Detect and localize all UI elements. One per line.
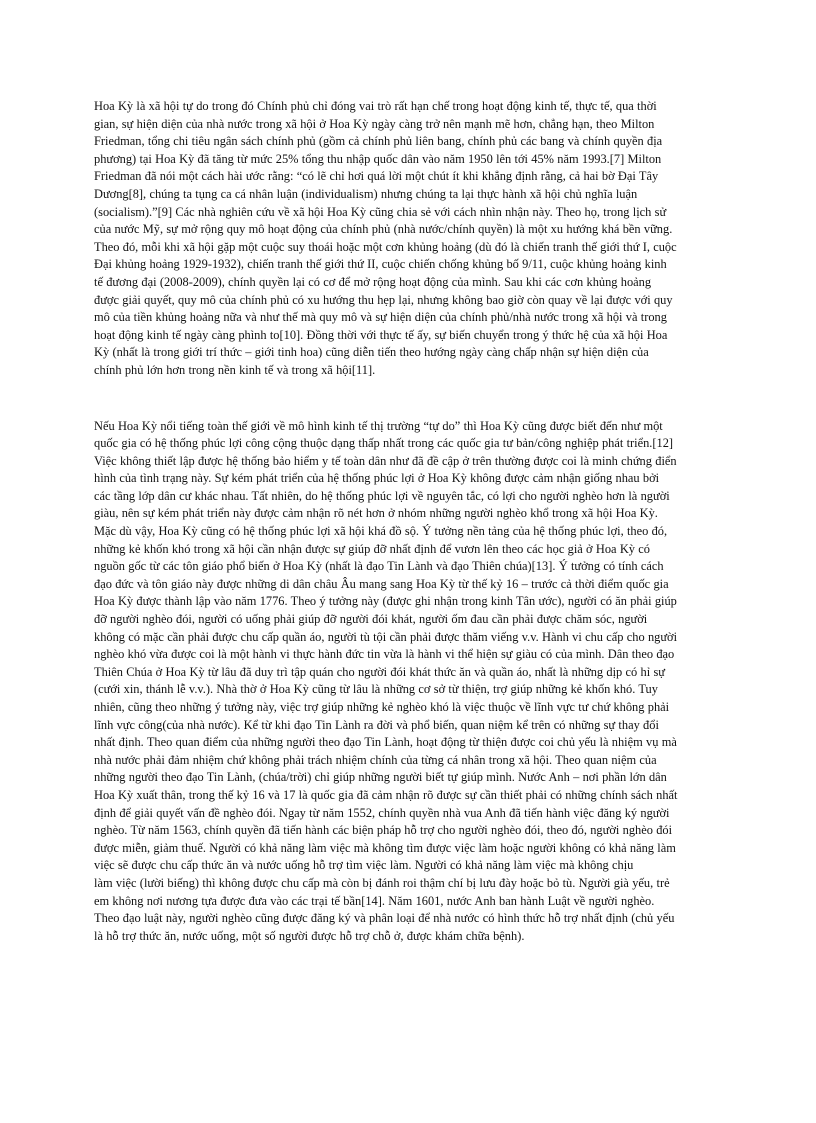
paragraph-government-role: Hoa Kỳ là xã hội tự do trong đó Chính phủ chỉ đóng vai trò rất hạn chế trong hoạt động kinh tế, thực tế, qua thời gian, sự hiện diện của nhà nước trong xã hội ở Hoa Kỳ ngày càng trở nên mạnh mẽ hơn, chẳng hạn, theo Milton Friedman, tổng chi tiêu ngân sách chính phủ (gồm cả chính phủ liên bang, chính phủ các bang và chính quyền địa phương) tại Hoa Kỳ đã tăng từ mức 25% tổng thu nhập quốc dân vào năm 1950 lên tới 45% năm 1993.[7] Milton Friedman đã nói một cách hài ước rằng: “có lẽ chỉ hơi quá lời một chút ít khi khẳng định rằng, cả hai bờ Đại Tây Dương[8], chúng ta tụng ca cá nhân luận (individualism) nhưng chúng ta lại thực hành xã hội chủ nghĩa luận (socialism).”[9] Các nhà nghiên cứu về xã hội Hoa Kỳ cũng chia sẻ với cách nhìn nhận này. Theo họ, trong lịch sử của nước Mỹ, sự mở rộng quy mô hoạt động của chính phủ (nhà nước/chính quyền) là một xu hướng khá bền vững. Theo đó, mỗi khi xã hội gặp một cuộc suy thoái hoặc một cơn khủng hoảng (dù đó là chiến tranh thế giới thứ I, cuộc Đại khủng hoảng 1929-1932), chiến tranh thế giới thứ II, cuộc chiến chống khủng bố 9/11, cuộc khủng hoảng kinh tế đương đại (2008-2009), chính quyền lại có cơ để mở rộng hoạt động của mình. Sau khi các cơn khủng hoảng được giải quyết, quy mô của chính phủ có xu hướng thu hẹp lại, nhưng không bao giờ còn quay về lại được với quy mô của tiền khủng hoảng nữa và như thế mà quy mô và sự hiện diện của chính phủ/nhà nước trong xã hội và trong hoạt động kinh tế ngày càng phình to[10]. Đồng thời với thực tế ấy, sự biến chuyển trong ý thức hệ của xã hội Hoa Kỳ (nhất là trong giới trí thức – giới tinh hoa) cũng diễn tiến theo hướng ngày càng chấp nhận sự hiện diện của chính phủ lớn hơn trong nền kinh tế và trong xã hội[11]. [94, 99, 677, 377]
document-page [94, 98, 724, 945]
paragraph-welfare-system: Nếu Hoa Kỳ nổi tiếng toàn thế giới về mô hình kinh tế thị trường “tự do” thì Hoa Kỳ cũng được biết đến như một quốc gia có hệ thống phúc lợi công cộng thuộc dạng thấp nhất trong các quốc gia tư bản/công nghiệp phát triển.[12] Việc không thiết lập được hệ thống bảo hiểm y tế toàn dân như đã đề cập ở trên thường được coi là minh chứng điển hình của tình trạng này. Sự kém phát triển của hệ thống phúc lợi ở Hoa Kỳ không được cảm nhận giống nhau bởi các tầng lớp dân cư khác nhau. Tất nhiên, do hệ thống phúc lợi về nguyên tắc, có lợi cho người nghèo hơn là người giàu, nên sự kém phát triển này được cảm nhận rõ nét hơn ở nhóm những người nghèo khổ trong xã hội Hoa Kỳ. Mặc dù vậy, Hoa Kỳ cũng có hệ thống phúc lợi xã hội khá đồ sộ. Ý tưởng nền tảng của hệ thống phúc lợi, theo đó, những kẻ khốn khó trong xã hội cần nhận được sự giúp đỡ nhất định để vươn lên theo các học giả ở Hoa Kỳ có nguồn gốc từ các tôn giáo phổ biến ở Hoa Kỳ (nhất là đạo Tin Lành và đạo Thiên chúa)[13]. Ý tưởng có tính cách đạo đức và tôn giáo này được những di dân châu Âu mang sang Hoa Kỳ từ thế kỷ 16 – trước cả thời điểm quốc gia Hoa Kỳ được thành lập vào năm 1776. Theo ý tưởng này (được ghi nhận trong kinh Tân ước), người có ăn phải giúp đỡ người nghèo đói, người có uống phải giúp đỡ người đói khát, người ốm đau cần phải được chăm sóc, người không có mặc cần phải được chu cấp quần áo, người tù tội cần phải được thăm viếng v.v. Hành vi chu cấp cho người nghèo khó vừa được coi là một hành vi thực hành đức tin vừa là hành vi thể hiện sự giàu có của mình. Dân theo đạo Thiên Chúa ở Hoa Kỳ từ lâu đã duy trì tập quán cho người đói khát thức ăn và quần áo, nhất là những dịp có hỉ sự (cưới xin, thánh lễ v.v.). Nhà thờ ở Hoa Kỳ cũng từ lâu là những cơ sở từ thiện, trợ giúp những kẻ khốn khó. Tuy nhiên, cũng theo những ý tưởng này, việc trợ giúp những kẻ nghèo khó là việc thuộc về lĩnh vực tư chứ không phải lĩnh vực công(của nhà nước). Kể từ khi đạo Tin Lành ra đời và phổ biến, quan niệm kể trên có những sự thay đổi nhất định. Theo quan điểm của những người theo đạo Tin Lành, hoạt động từ thiện được coi chủ yếu là nhiệm vụ mà nhà nước phải đảm nhiệm chứ không phải trách nhiệm chính của từng cá nhân trong xã hội. Theo quan niệm của những người theo đạo Tin Lành, (chúa/trời) chỉ giúp những người biết tự giúp mình. Nước Anh – nơi phần lớn dân Hoa Kỳ xuất thân, trong thế kỷ 16 và 17 là quốc gia đã cảm nhận rõ được sự cần thiết phải có những chính sách nhất định để giải quyết vấn đề nghèo đói. Ngay từ năm 1552, chính quyền nhà vua Anh đã tiến hành việc đăng ký người nghèo. Từ năm 1563, chính quyền đã tiến hành các biện pháp hỗ trợ cho người nghèo đói, theo đó, người nghèo đói được miễn, giảm thuế. Người có khả năng làm việc mà không tìm được việc làm hoặc người không có khả năng làm việc sẽ được chu cấp thức ăn và nước uống hỗ trợ tìm việc làm. Người có khả năng làm việc mà không chịu làm việc (lười biếng) thì không được chu cấp mà còn bị đánh roi thậm chí bị lưu đày hoặc bỏ tù. Người già yếu, trẻ em không nơi nương tựa được đưa vào các trại tế bần[14]. Năm 1601, nước Anh ban hành Luật về người nghèo. Theo đạo luật này, người nghèo cũng được đăng ký và phân loại để nhà nước có hình thức hỗ trợ nhất định (chủ yếu là hỗ trợ thức ăn, nước uống, một số người được hỗ trợ chỗ ở, được khám chữa bệnh). [94, 418, 678, 943]
